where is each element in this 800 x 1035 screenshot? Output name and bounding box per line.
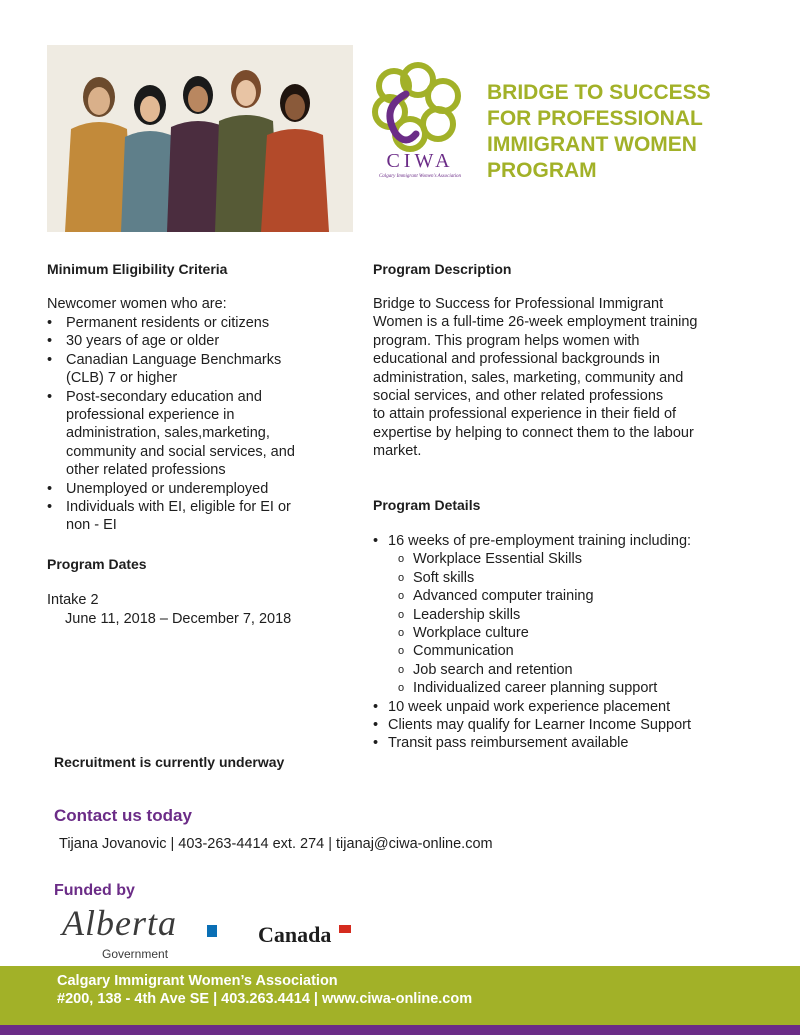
list-item: • Transit pass reimbursement available (373, 735, 629, 752)
contact-heading: Contact us today (54, 806, 192, 825)
eligibility-list (47, 314, 295, 535)
details-list (373, 532, 691, 753)
list-item: o Soft skills (398, 569, 475, 586)
eligibility-heading: Minimum Eligibility Criteria (47, 261, 228, 277)
list-item: • Permanent residents or citizens (47, 315, 270, 331)
dates-heading: Program Dates (47, 556, 147, 572)
contact-line: Tijana Jovanovic | 403-263-4414 ext. 274 | tijanaj@ciwa-online.com (59, 836, 493, 852)
dates-range: June 11, 2018 – December 7, 2018 (65, 611, 292, 627)
recruitment-notice: Recruitment is currently underway (54, 754, 285, 770)
list-item: o Individualized career planning support (398, 680, 658, 697)
list-item: • 30 years of age or older (47, 333, 220, 350)
alberta-square-icon (207, 925, 217, 937)
description-heading: Program Description (373, 261, 512, 277)
title-line: FOR PROFESSIONAL (487, 107, 703, 130)
alberta-wordmark: Alberta (62, 903, 177, 943)
list-item: • 16 weeks of pre-employment training including: o Workplace Essential Skills o Soft skills o Advanced computer training o Leadership skills o Workplace culture o Communication o Job search and retention o Individualized career planning support (373, 533, 692, 697)
list-item: • Post-secondary education and professional experience in administration, sales,marketing, community and social services, and other related professions (47, 388, 295, 479)
eligibility-intro: Newcomer women who are: (47, 296, 227, 312)
footer-accent-bar (0, 1025, 800, 1035)
ciwa-logo-subtitle: Calgary Immigrant Women's Association (378, 174, 462, 179)
funded-heading: Funded by (54, 882, 135, 899)
footer-address: #200, 138 - 4th Ave SE | 403.263.4414 | www.ciwa-online.com (57, 991, 473, 1007)
alberta-subtitle: Government (102, 947, 169, 961)
program-title (487, 80, 787, 184)
details-heading: Program Details (373, 497, 481, 513)
description-text: Bridge to Success for Professional Immigrant Women is a full-time 26-week employment training program. This program helps women with educational and professional backgrounds in administration, sales, marketing, community and social services, and other related professions to attain professional experience in their field of expertise by helping to connect them to the labour market. (373, 296, 698, 460)
list-item: • 10 week unpaid work experience placement (373, 698, 671, 715)
title-line: PROGRAM (487, 159, 597, 182)
list-item: o Advanced computer training (398, 588, 594, 605)
list-item: • Canadian Language Benchmarks (CLB) 7 or higher (47, 351, 282, 387)
list-item: o Workplace culture (398, 625, 529, 642)
alberta-government-logo (62, 902, 222, 962)
footer-org-name: Calgary Immigrant Women’s Association (57, 973, 338, 989)
canada-wordmark: Canada (258, 922, 332, 947)
details-sublist (388, 550, 691, 697)
title-line: IMMIGRANT WOMEN (487, 133, 697, 156)
list-item: o Workplace Essential Skills (398, 551, 582, 568)
list-item: o Job search and retention (398, 661, 573, 678)
list-item: • Clients may qualify for Learner Income Support (373, 717, 692, 734)
ciwa-logo-text: CIWA (386, 150, 454, 172)
list-item: o Communication (398, 643, 514, 660)
program-photo (47, 45, 353, 232)
canada-flag-icon (339, 925, 351, 933)
women-group-image (47, 45, 353, 232)
title-line: BRIDGE TO SUCCESS (487, 81, 711, 104)
list-item: o Leadership skills (398, 606, 521, 623)
dates-intake: Intake 2 (47, 592, 99, 608)
list-item: • Individuals with EI, eligible for EI or non - EI (47, 499, 291, 534)
list-item: • Unemployed or underemployed (47, 480, 269, 497)
